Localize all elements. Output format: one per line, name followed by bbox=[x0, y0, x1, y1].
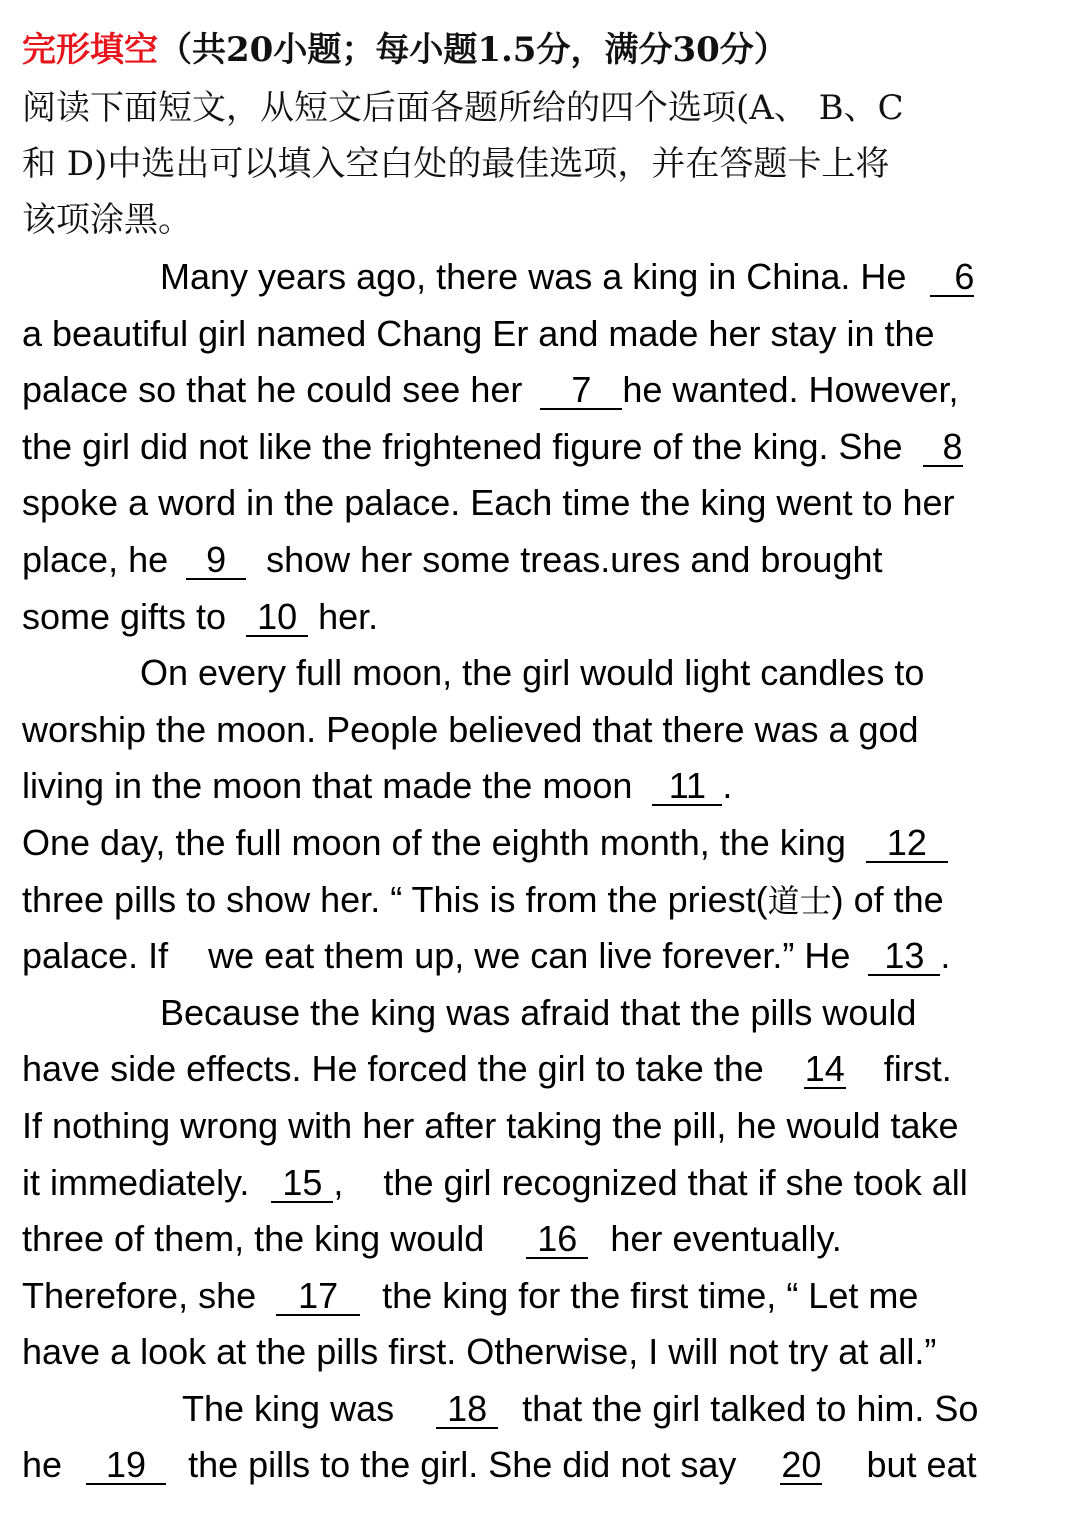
blank-19: 19 bbox=[86, 1447, 166, 1485]
instruction-line: 和 D)中选出可以填入空白处的最佳选项，并在答题卡上将 bbox=[22, 144, 890, 184]
instruction-line: 该项涂黑。 bbox=[22, 200, 192, 240]
blank-12: 12 bbox=[866, 825, 948, 863]
blank-14: 14 bbox=[804, 1048, 845, 1090]
cloze-passage bbox=[22, 249, 1072, 1494]
blank-8: 8 bbox=[923, 429, 963, 467]
blank-17: 17 bbox=[276, 1278, 360, 1316]
passage-line: If nothing wrong with her after taking the pill, he would take bbox=[22, 1104, 959, 1146]
instruction-line: 阅读下面短文，从短文后面各题所给的四个选项(A、 B、C bbox=[22, 88, 904, 128]
passage-line: spoke a word in the palace. Each time the king went to her bbox=[22, 482, 955, 524]
passage-line: Many years ago, there was a king in China. He 6 bbox=[160, 256, 975, 297]
passage-line: he 19 the pills to the girl. She did not say 20 but eat bbox=[22, 1444, 977, 1486]
passage-line: have side effects. He forced the girl to take the 14 first. bbox=[22, 1048, 952, 1090]
passage-line: palace so that he could see her 7 he wanted. However, bbox=[22, 369, 959, 411]
passage-line: three of them, the king would 16 her eventually. bbox=[22, 1218, 842, 1260]
heading-title: 完形填空 bbox=[22, 30, 158, 70]
instructions bbox=[22, 80, 1062, 248]
passage-line: On every full moon, the girl would light candles to bbox=[140, 652, 925, 694]
blank-6: 6 bbox=[930, 259, 974, 297]
passage-line: worship the moon. People believed that there was a god bbox=[22, 708, 919, 750]
blank-20: 20 bbox=[781, 1444, 822, 1486]
blank-18: 18 bbox=[436, 1391, 498, 1429]
passage-line: One day, the full moon of the eighth month, the king 12 bbox=[22, 815, 1072, 872]
blank-11: 11 bbox=[652, 768, 722, 806]
blank-16: 16 bbox=[526, 1221, 588, 1259]
blank-10: 10 bbox=[246, 599, 308, 637]
passage-line: place, he 9 show her some treas.ures and brought bbox=[22, 538, 883, 580]
blank-13: 13 bbox=[868, 938, 940, 976]
passage-line: some gifts to 10 her. bbox=[22, 595, 379, 637]
passage-line: have a look at the pills first. Otherwise, I will not try at all.” bbox=[22, 1331, 937, 1373]
passage-line: a beautiful girl named Chang Er and made her stay in the bbox=[22, 312, 935, 354]
passage-line: living in the moon that made the moon 11 . bbox=[22, 765, 733, 807]
blank-9: 9 bbox=[186, 542, 246, 580]
passage-line: palace. If we eat them up, we can live forever.” He 13 . bbox=[22, 935, 951, 977]
passage-line: Because the king was afraid that the pills would bbox=[160, 991, 917, 1033]
heading-subtitle: （共20小题；每小题1.5分，满分30分） bbox=[158, 30, 788, 70]
passage-line: three pills to show her. “ This is from the priest(道士) of the bbox=[22, 878, 944, 920]
passage-line: Therefore, she 17 the king for the first time, “ Let me bbox=[22, 1274, 919, 1316]
passage-line: it immediately. 15 , the girl recognized that if she took all bbox=[22, 1161, 968, 1203]
section-heading bbox=[22, 28, 1072, 72]
passage-line: the girl did not like the frightened figure of the king. She 8 bbox=[22, 425, 963, 467]
passage-line: The king was 18 that the girl talked to him. So bbox=[182, 1387, 979, 1429]
blank-15: 15 bbox=[271, 1165, 333, 1203]
blank-7: 7 bbox=[540, 372, 622, 410]
